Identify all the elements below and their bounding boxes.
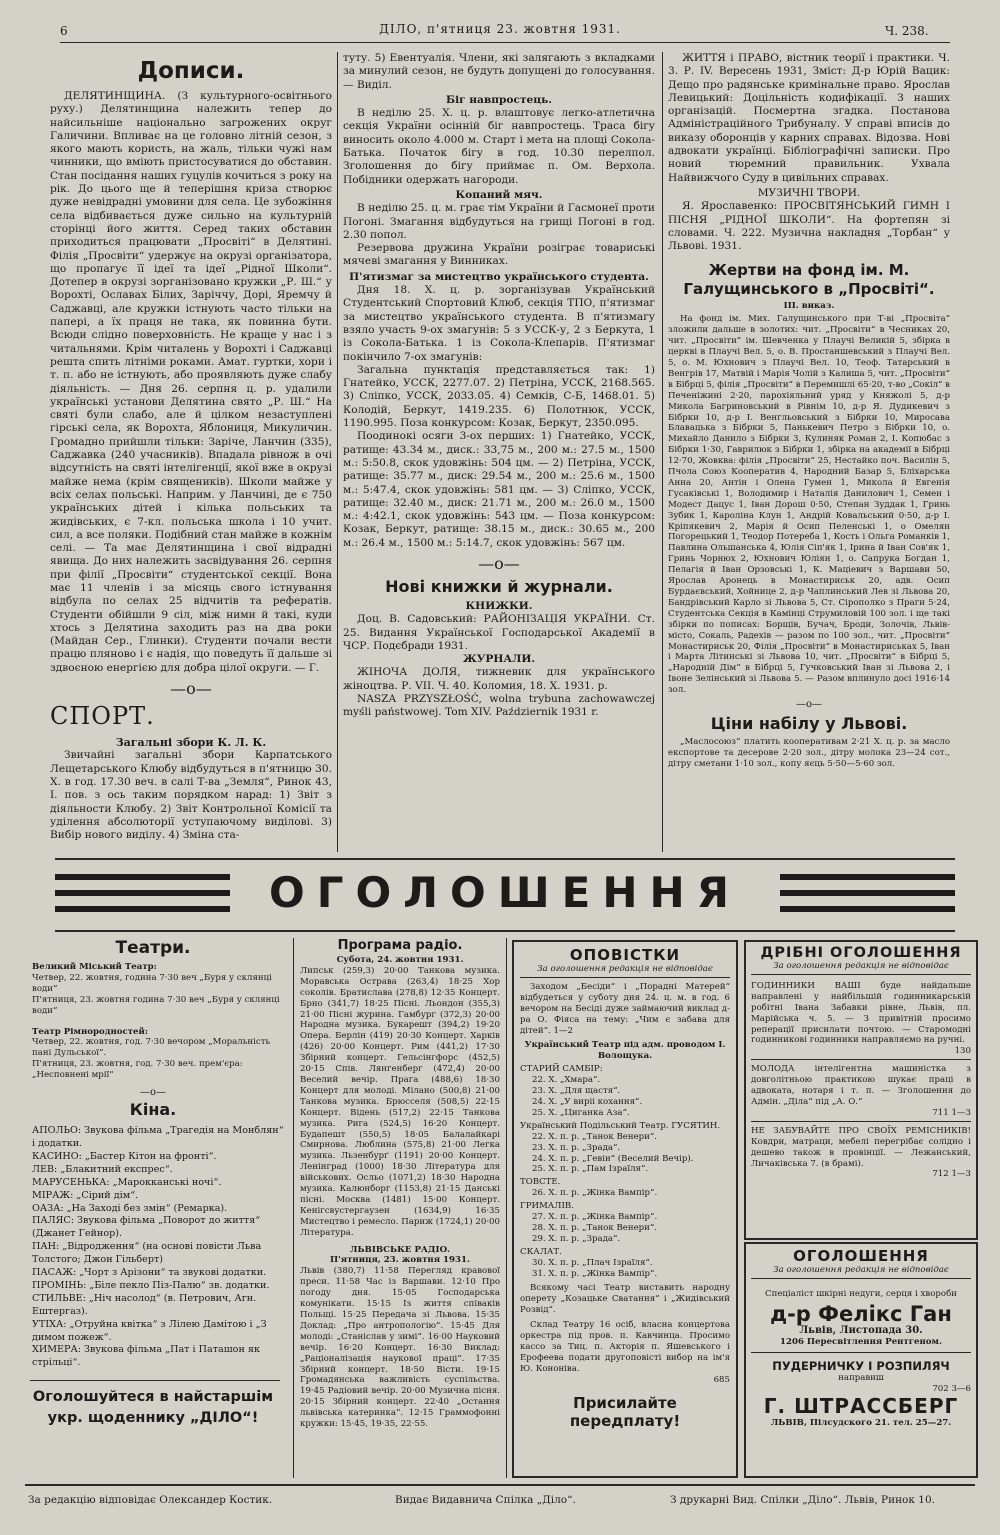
- separator: —o—: [795, 699, 823, 711]
- subscribe-ad: Оголошуйтеся в найстаршім укр. щоденнику „ДІЛО“!: [32, 1389, 274, 1427]
- prices-title: Ціни набілу у Львові.: [710, 714, 908, 734]
- ads-box-title: ОГОЛОШЕННЯ: [793, 1247, 929, 1265]
- issue-number: Ч. 238.: [885, 24, 929, 38]
- journal-2: NASZA PRZYSZŁOŚĆ, wolna trybuna zachowawczej myśli państwowej. Tom XIV. Październik 1931 r.: [343, 693, 655, 719]
- cinema-item: ПАСАЖ: „Чорт з Арізони“ та звукові додатки.: [32, 1267, 267, 1279]
- schedule-line: 24. X. п. р. „Гевін“ (Веселий Вечір).: [532, 1153, 694, 1164]
- cinema-item: МІРАЖ: „Сірий дім“.: [32, 1189, 139, 1201]
- schedule-line: 29. X. п. р. „Зрада“.: [532, 1233, 621, 1244]
- grand-theatre-line-1: Четвер, 22. жовтня, година 7·30 веч „Буря у склянці води“: [32, 972, 272, 994]
- cinema-item: ПРОМІНЬ: „Біле пекло Піз-Палю“ зв. додатки.: [32, 1279, 270, 1291]
- small-ads-box: [744, 940, 978, 1240]
- cinemas-title: Кіна.: [129, 1100, 177, 1120]
- ads-divider-2: [506, 938, 507, 1478]
- grand-theatre-line-2: П'ятниця, 23. жовтня година 7·30 веч „Буря у склянці води“: [32, 994, 280, 1016]
- ads-box-note: За оголошення редакція не відповідає: [751, 1265, 971, 1279]
- schedule-line: 23. X. п. р. „Зрада“.: [532, 1142, 621, 1153]
- sport-subtitle: Загальні збори К. Л. К.: [115, 736, 267, 750]
- small-ads-note: За оголошення редакція не відповідає: [751, 961, 971, 975]
- ukr-theatre-title: Український Театр під адм. проводом І. Волощука.: [524, 1040, 726, 1062]
- announcements-box: [512, 940, 738, 1478]
- schedule-town: ТОВСТЕ.: [520, 1177, 561, 1188]
- cinema-item: КАСИНО: „Бастер Кітон на фронті“.: [32, 1150, 217, 1162]
- banner-rule-top: [55, 858, 955, 860]
- cinema-item: ЛЕВ: „Блакитний експрес“.: [32, 1163, 173, 1175]
- compacts-ad-number: 702 3—6: [932, 1383, 971, 1394]
- schedule-town: ГРИМАЛІВ.: [520, 1201, 574, 1212]
- music-text: Я. Ярославенко: ПРОСВІТЯНСЬКИЙ ГИМН І ПІСНЯ „РІДНОЇ ШКОЛИ“. На фортепян зі словами. Ч. 222. Музична накладня „Торбан“ у Львові. 1931.: [668, 200, 950, 253]
- col-divider-2: [662, 52, 663, 852]
- cinema-list: [22, 1125, 284, 1370]
- small-ads-title: ДРІБНІ ОГОЛОШЕННЯ: [760, 945, 962, 961]
- radio-column: [300, 938, 500, 1430]
- schedule-line: 22. X. п. р. „Танок Венери“.: [532, 1131, 658, 1142]
- strassberg-name: Г. ШТРАССБЕРГ: [763, 1394, 959, 1419]
- variety-theatre: Театр Рімнородностей:: [32, 1026, 149, 1037]
- column-3: [668, 52, 950, 770]
- ads-box: [744, 1242, 978, 1478]
- pentathlon-heading: П'ятизмаг за мистецтво українського студента.: [349, 270, 649, 283]
- pentathlon-text-2: Загальна пунктація представляється так: 1) Гнатейко, УССК, 2277.07. 2) Петріна, УССК, 2168.565. 3) Сліпко, УССК, 2033.05. 4) Семків, С-Б, 1468.01. 5) Колодій, Беркут, 1419.235. 6) Полотнюк, УССК, 1190.995. Поза конкурсом: Козак, Беркут, 2350.095.: [343, 363, 655, 430]
- books-title: Нові книжки й журнали.: [385, 576, 613, 596]
- announcements-title: ОПОВІСТКИ: [569, 946, 681, 964]
- theatre-footer-rule: [30, 1380, 280, 1381]
- footer-rule: [25, 1484, 975, 1486]
- typist-ad: МОЛОДА інтелігентна машиністка з довголітньою практикою шукає праці в адвоката, нотаря і т. п. — Зголошення до Адмін. „Діла“ під „А. О.“: [751, 1064, 971, 1107]
- radio-title: Програма радіо.: [337, 938, 463, 953]
- separator: —o—: [478, 553, 520, 573]
- football-heading: Копаний мяч.: [455, 188, 543, 201]
- classifieds-column: [744, 940, 978, 1478]
- separator: —o—: [170, 679, 212, 699]
- schedule-line: 25. X. п. р. „Пам Ізраїля“.: [532, 1164, 649, 1175]
- law-journal: ЖИТТЯ і ПРАВО, вістник теорії і практики. Ч. 3. Р. IV. Вересень 1931, Зміст: Д-р Юрій Вацик: Дещо про радянське кримінальне право. Ярослав Левицький: Доцільність кодифікації. З наших організацій. Посмертна згадка. Постанова Адміністраційного Трибуналу. У справі вписів до виказу оборонців у карних справах. Відозва. Нові адвокати українці. Бібліографічні записки. Про новий тюремний правильник. Ухвала Найвижчого Суду в цивільних справах.: [668, 52, 950, 184]
- strassberg-address: ЛЬВІВ, Пілсудского 21. тел. 25—27.: [770, 1418, 952, 1429]
- donations-text: На фонд ім. Мих. Галущинського при Т-ві „Просвіта“ зложили дальше в золотих: чит. „Просвіти“ в Чесниках 20, чит. „Просвіти“ ім. Шевченка у Плаучі Великій 5, збірка в церкві в Плаучі Вел. 5, о. В. Простаншевський з Плаучі Вел. 5, о. М. Юхнович з Плаучі Вел. 10, Теоф. Татарський в Венгрів 17, Матвій і Марія Чолій з Калиша 5, чит. „Просвіти“ в Бібрці 5, філія „Просвіти“ в Перемишлі 65·20, т-во „Сокіл“ в Печеніжині 2·20, парохіяльний уряд у Княжолі 5, д-р Микола Багриновський в Рівнім 10, д-р Я. Дудикевич з Бібрки 10, д-р І. Венгльовський з Бібрки 10, Миросава Блавацька з Бібрки 5, Панькевич Петро з Бібрки 10, о. Михайло Данило з Бібрки 3, Кулиняк Роман 2, І. Копюбас з Бібрки 1·30, Гаврилюк з Бібрки 1, збірка на академії в Бібрці 12·70, Жовква: філія „Просвіти“ 25, Нестайко поч. Василін 5, Пчола Союз Кооператив 4, Народний Базар 5, Бліхарська Анна 20, Антін і Олена Гумен 1, Микола й Евгенія Гусаківські 1, Володимир і Наталія Данилович 1, Семен і Модест Дацус 1, Іван Дорош 0·50, Степан Зуддак 1, Гринь Зубик 1, Кароліна Клун 1, Андрій Ковальський 0·50, д-р І. Кріпякевич 2, Марія й Осип Пеленські 1, о Омелян Погорецький 1, Теодор Потереба 1, Кость і Ольга Романків 1, Павлина Ольшанська 4, Юлія Сіп'як 1, Ірина й Іван Сов'як 1, Гринь Чорнюх 2, Юхнович Юліян 1, о. Сапрука Богдан 1, Пелагія й Іван Орзовські 1, К. Маціевич з Варшави 50, Ярослав Аронець в Монастириськ 20, адв. Осип Бурдаєвський, Хойнице 2, д-р Чаплинський Лев зі Львова 20, Бандрівський Карло зі Львова 5, Ст. Сірополко з Праги 5·24, Студентська Секція в Камінці Струмиловій 100 зол. і ще такі збірки по пописах: Борщів, Бучач, Броди, Золочів, Львів-місто, Сокаль, Радехів — разом по 100 зол., чит. „Просвіти“ Монастириськ 20, Філія „Просвіти“ в Монастириськах 5, Іван і Марта Літинські зі Львова 10, чит. „Просвіти“ в Бібрці 5, „Народній Дім“ в Бібрці 5, Гучковський Іван зі Львова 2, і Івоне Зелінський зі Львова 5. — Разом вплинуло досі 1916·14 зол.: [668, 314, 950, 696]
- footer-publisher: Видає Видавнича Спілка „Діло“.: [395, 1494, 576, 1506]
- compacts-ad-sub: направиш: [838, 1372, 884, 1383]
- craftsmen-ad-number: 712 1—3: [932, 1169, 971, 1180]
- prices-text: „Маслосоюз“ платить кооперативам 2·21 Х. ц. р. за масло експортове та десерове 2·20 зол., дітру молока 23—24 сот., дітру сметани 1·10 зол., копу яєць 5·50—5·60 зол.: [668, 737, 950, 769]
- statute-cont: туту. 5) Евентуалія. Члени, які залягають з вкладками за минулий сезон, не будуть допущені до голосування. — Виділ.: [343, 52, 655, 91]
- theatre-schedule: [520, 1064, 730, 1279]
- header-rule: [60, 42, 950, 43]
- dopysy-article: [50, 90, 332, 675]
- column-2: [343, 52, 655, 720]
- footer-editor: За редакцію відповідає Олександер Костик.: [28, 1494, 273, 1506]
- schedule-line: 22. X. „Хмара“.: [532, 1075, 601, 1086]
- craftsmen-ad: НЕ ЗАБУВАЙТЕ ПРО СВОЇХ РЕМІСНИКІВ! Ковдри, матраци, мебелі перегрібає солідно і дешево також в провінції. — Лежанський, Личаківська 7. (в брамі).: [751, 1125, 971, 1169]
- radio-programme: Липськ (259,3) 20·00 Танкова музика. Моравська Острава (263,4) 18·25 Хор соколів. Братислава (278,8) 12·35 Концерт. Брно (341,7) 18·25 Пісні. Льондон (355,3) 21·00 Пісні журина. Гамбург (372,3) 20·00 Народна музика. Букарешт (394,2) 19·20 Опера. Берлін (419) 20·30 Концерт. Харків (426) 20·00 Концерт. Рим (441,2) 17·30 Збірний концерт. Гельсінгфорс (452,5) 20·15 Спів. Лянгенберг (472,4) 20·00 Веселий вечір. Прага (488,6) 18·30 Концерт для молоді. Мілано (500,8) 21·00 Танкова музика. Брюсселя (508,5) 22·15 Концерт. Відень (517,2) 22·15 Танкова музика. Рига (524,5) 16·20 Концерт. Будапешт (550,5) 18·05 Балалайкарі Смирнова. Люблина (575,8) 21·00 Легка музика. Льзенбурґ (1191) 20·00 Концерт. Ленінград (1000) 18·30 Література для військових. Осльо (1071,2) 18·30 Народна музика. Калюнборг (1153,8) 21·15 Данські пісні. Москва (1481) 15·00 Концерт. Кенігсвустергаузен (1634,9) 16·35 Мистецтво і ремесло. Париж (1724,1) 20·00 Література.: [300, 965, 500, 1238]
- sport-article: [50, 749, 332, 842]
- variety-theatre-line-1: Четвер, 22. жовтня, год. 7·30 вечором „Моральність пані Дульської“.: [32, 1037, 271, 1059]
- run-text: В неділю 25. X. ц. р. влаштовує легко-атлетична секція України осінній біг навпростець. Траса бігу виносить около 4.000 м. Старт і мета на площі Сокола-Батька. Початок бігу в год. 10.30 перелпол. Зголошення до бігу приймає п. Ом. Верхола. Побідники одержать нагороди.: [343, 107, 655, 186]
- announcements-note: За оголошення редакція не відповідає: [520, 964, 730, 978]
- lviv-radio-programme: Львів (380,7) 11·58 Перегляд кравової преси. 11·58 Час із Варшави. 12·10 Про погоду дня. 15·05 Господарська комунікати. 15·15 Із життя співаків Польщі. 15·25 Передача зі Львова. 15·35 Доклад: „Про антропологію“. 15·45 Для молоді: „Станіслав у зимі“. 16·00 Науковий вечір. 16·20 Концерт. 16·30 Виклад: „Раціоналізація наукової праці“. 17·35 Збірний концерт. 18·50 Вісти. 19·15 Громадянська важливість суспільства. 19·45 Радіовий вечір. 20·00 Музична пісня. 20·15 Збірний концерт. 22·40 „Остання львівська катеринка“. 12·15 Граммофонні кружки: 15·45, 19·35, 22·55.: [300, 1266, 500, 1430]
- page-number: 6: [60, 24, 68, 38]
- dopysy-text: ДЕЛЯТИНЩИНА. (З культурного-освітнього руху.) Делятинщина належить тепер до найсильніше національно загрожених округ Галичини. Впливає на це головно літній сезон, з якого мають користь, на жаль, тільки чужі нам чинники, що вміють пристосуватися до обставин. Стан посідання наших гуцулів кочиться з року на рік. До цього ще й теперішня криза створює дуже невідрадні умовини для села. Це зубожіння села відбивається дуже сильно на культурній сторінці його життя. Серед таких обставин приходиться працювати „Просвіті“ в Делятині. Філія „Просвіти“ удержує на окрузі організатора, що пропагує її ідеї та ідеї „Рідної Школи“. Дотепер в окрузі зорганізовано кружки „Р. Ш.“ у Ворохті, Ославах Білих, Заріччу, Дорі, Яремчу й Саджавці, але кружки істнують часто тільки на папері, а їх праця не така, як повинна бути. Всюди слідно поверховність. Не краще у нас і з читальнями. Крім читалень у Ворохті і Саджавці решта спить літніми роками. Амат. гуртки, хори і т. п. або не істнують, або проявляють дуже слабу діяльність. — Дня 26. серпня ц. р. удалили українські установи Делятина свято „Р. Ш.“ На святі були слабо, але й цілком незаступлені гірські села, як Ворохта, Яблониця, Микуличин. Громадно прийшли тільки: Заріче, Ланчин (335), Саджавка (240 учасників). Впадала рівнож в очі відсутність на святі інтелігенції, якої вже в окрузі майже нема (крім священиків). Школи майже у всіх селах польські. Наприм. у Ланчині, де є 750 українських дітей і кілька польських та жидівських, є 7-кл. польська школа і 10 учит. сил, а все поляки. Подібний стан майже в кожнім селі. — Та має Делятинщина і свої відрадні явища. До них належить засвідування 26. серпня при філії „Просвіти“ студентської секції. Вона має 11 членів і за місяць свого істнування відбула по селах 25 відчитів та рефератів. Студенти обійшли 9 сіл, між ними й такі, куди хтось з Делятина заходить раз на два роки (Майдан Сер., Глинки). Студенти почали вести працю пляново і є надія, що поведуть її дальше зі здвоєною енергією для добра цілої округи. — Г.: [50, 90, 332, 674]
- football-text-2: Резервова дружина України розіграє товариські мячеві змагання у Винниках.: [343, 242, 655, 268]
- banner-rule-bottom: [55, 930, 955, 932]
- theatres-title: Театри.: [115, 938, 191, 958]
- pentathlon-text-3: Поодинокі осяги 3-ох перших: 1) Гнатейко, УССК, ратище: 43.34 м., диск.: 33,75 м., 200 м.: 27.5 м., 1500 м.: 5:50.8, скок удовжінь: 504 цм. — 2) Петріна, УССК, ратище: 35.77 м., диск: 29.54 м., 200 м.: 25.6 м., 1500 м.: 5:47.4, скок удовжінь: 581 цм. — 3) Сліпко, УССК, ратище: 32.40 м., диск: 21.71 м., 200 м.: 26.0 м., 1500 м.: 4:42.1, скок удовжінь: 543 цм. — Поза конкурсом: Козак, Беркут, ратище: 38.15 м., диск.: 30.65 м., 200 м.: 26.4 м., 1500 м.: 5:14.7, скок удовжінь: 567 цм.: [343, 430, 655, 549]
- book-1: Доц. В. Садовський: РАЙОНІЗАЦІЯ УКРАЇНИ. Ст. 25. Видання Української Господарської Академії в ЧСР. Подєбради 1931.: [343, 613, 655, 652]
- doctor-specialty: Спеціаліст шкірні недуги, серця і хвороби: [765, 1288, 957, 1299]
- schedule-line: 23. X. „Для щастя“.: [532, 1086, 621, 1097]
- journal-1: ЖІНОЧА ДОЛЯ, тижневик для українського жіноцтва. Р. VII. Ч. 40. Коломия, 18. X. 1931. р.: [343, 666, 655, 692]
- radio-date-2: П'ятниця, 23. жовтня 1931.: [330, 1255, 470, 1266]
- radio-date-1: Субота, 24. жовтня 1931.: [336, 955, 464, 965]
- pentathlon-text-1: Дня 18. X. ц. р. зорганізував Український Студентський Спортовий Клюб, секція ТПО, п'ятизмаг за мистецтво українського студента. В п'ятизмагу взяло участь 9-ох змагунів: 5 з УССК-у, 2 з Беркута, 1 із Сокола-Батька. 1 із Сокола-Клепарів. П'ятизмаг покінчило 7-ох змагунів:: [343, 284, 655, 363]
- cinema-item: УТІХА: „Отруйна квітка“ з Лілею Дамітою і „З димом пожеж“.: [32, 1318, 267, 1343]
- theatres-column: [22, 938, 284, 1429]
- column-1: [50, 48, 332, 842]
- cinema-item: СТИЛЬВЕ: „Ніч насолод“ (в. Петрович, Агн. Ештергаз).: [32, 1292, 257, 1317]
- footer-printer: З друкарні Вид. Спілки „Діло“. Львів, Ринок 10.: [670, 1494, 935, 1506]
- ads-banner: [55, 866, 955, 928]
- watch-repair-ad: ГОДИННИКИ ВАШІ буде найдальше направлені у найбільшій годинникарській робітні Івана Забавки рівне, Львів, пл. Марійська ч. 5. — З привітній просимо реперації присилати почтою. — Старомодні годинникові годинники направляємо на ручні.: [751, 980, 971, 1046]
- dopysy-title: Дописи.: [137, 58, 245, 84]
- schedule-line: 26. X. п. р. „Жінка Вампір“.: [532, 1188, 658, 1199]
- typist-ad-number: 711 1—3: [751, 1108, 971, 1122]
- music-subtitle: МУЗИЧНІ ТВОРИ.: [757, 186, 861, 199]
- schedule-line: 27. X. п. р. „Жінка Вампір“.: [532, 1212, 658, 1223]
- watch-repair-ad-number: 130: [751, 1046, 971, 1060]
- announcement-3: Склад Театру 16 осіб, власна концертова оркестра під пров. п. Кавчинца. Просимо кассо за Тиц. п. Акторія п. Яшевського і Ерофеева подати другоповісті вибор на ім'я Ю. Кононіва.: [520, 1320, 730, 1374]
- schedule-line: 28. X. п. р. „Танок Венери“.: [532, 1222, 658, 1233]
- lviv-radio-title: ЛЬВІВСЬКЕ РАДІО.: [349, 1244, 451, 1255]
- subscribe-cta: Присилайте передплату!: [569, 1393, 681, 1430]
- schedule-town: СТАРИЙ САМБІР:: [520, 1064, 603, 1075]
- ads-divider-1: [293, 938, 294, 1478]
- announcement-1: Заходом „Бесіди“ і „Порадні Матерей“ відбудеться у суботу дня 24. ц. м. в год. 6 вечором на Бесіді дуже займаючий виклад д-ра О. Фіяса на тему: „Чим є забава для дітей“. 1—2: [520, 981, 730, 1036]
- col-divider-1: [337, 52, 338, 852]
- schedule-line: 30. X. п. р. „Плач Ізраїля“.: [532, 1257, 653, 1268]
- ads-banner-title: ОГОЛОШЕННЯ: [269, 868, 741, 917]
- masthead: ДІЛО, п'ятниця 23. жовтня 1931.: [379, 22, 621, 36]
- cinema-item: АПОЛЬО: Звукова фільма „Трагедія на Монблян“ і додатки.: [32, 1125, 284, 1149]
- schedule-town: Український Подільський Театр. ГУСЯТИН.: [520, 1120, 721, 1131]
- books-subtitle: КНИЖКИ.: [465, 599, 533, 612]
- doctor-xray: 1206 Пересвітлення Рентгеном.: [751, 1337, 971, 1353]
- schedule-line: 25. X. „Циганка Аза“.: [532, 1107, 630, 1118]
- grand-theatre: Великий Міський Театр:: [32, 962, 157, 972]
- donations-title: Жертви на фонд ім. М. Галущинського в „Просвіті“.: [683, 261, 935, 299]
- doctor-name: д-р Фелікс Ган: [770, 1301, 952, 1326]
- football-text-1: В неділю 25. ц. м. грає тім України й Гасмонеї проти Погоні. Змагання відбудуться на грищі Погоні в год. 2.30 попол.: [343, 202, 655, 241]
- doctor-address: Львів, Листопада 30.: [799, 1324, 923, 1336]
- schedule-line: 31. X. п. р. „Жінка Вампір“.: [532, 1268, 658, 1279]
- cinema-item: ОАЗА: „На Заході без змін“ (Ремарка).: [32, 1202, 228, 1214]
- schedule-line: 24. X. „У виріі кохання“.: [532, 1096, 643, 1107]
- separator: —o—: [139, 1087, 167, 1099]
- sport-text: Звичайні загальні збори Карпатського Лещетарського Клюбу відбудуться в п'ятницю 30. X. в год. 17.30 веч. в салі Т-ва „Земля“, Ринок 43, І. пов. з ось таким порядком нарад: 1) Звіт з діяльности Клюбу. 2) Звіт Контрольної Комісії та уділення абсолюторії уступаючому виділові. 3) Вибір нового виділу. 4) Зміна ста-: [50, 749, 332, 842]
- announcement-2: Всякому часі Театр виставить народну оперету „Козацьке Сватання“ і „Жидівський Розвід“.: [520, 1283, 730, 1316]
- variety-theatre-line-2: П'ятниця, 23. жовтня, год. 7·30 веч. прем'єра: „Несповнені мрії“: [32, 1059, 243, 1081]
- cinema-item: МАРУСЕНЬКА: „Марокканські ночі“.: [32, 1176, 222, 1188]
- schedule-town: СКАЛАТ.: [520, 1246, 562, 1257]
- cinema-item: ПАЛЯС: Звукова фільма „Поворот до життя“ (Джанет Гейнор).: [32, 1215, 261, 1240]
- cinema-item: ПАН: „Відродження“ (на основі повісти Льва Толстого; Джон Гільберт): [32, 1241, 262, 1266]
- sport-title: СПОРТ.: [50, 702, 155, 731]
- announcement-3-number: 685: [713, 1374, 730, 1385]
- compacts-ad: ПУДЕРНИЧКУ І РОЗПИЛЯЧ: [772, 1358, 950, 1373]
- cinema-item: ХИМЕРА: Звукова фільма „Пат і Паташон як стрільці“.: [32, 1344, 260, 1369]
- journals-subtitle: ЖУРНАЛИ.: [462, 653, 536, 666]
- donations-subtitle: ІІІ. виказ.: [783, 301, 835, 312]
- run-heading: Біг навпростець.: [446, 93, 552, 106]
